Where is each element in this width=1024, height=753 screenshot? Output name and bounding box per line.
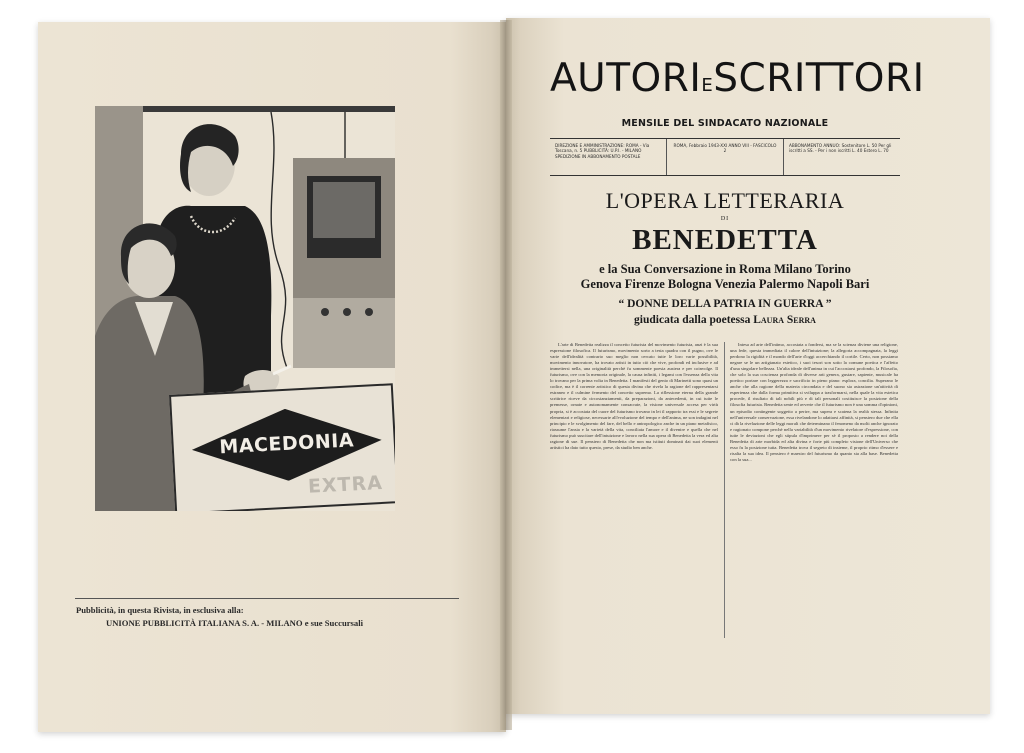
ad-credit-line1: Pubblicità, in questa Rivista, in esclusiva alla: [76, 605, 244, 615]
info-issue: ROMA, Febbraio 1943-XXI ANNO VIII - FASCICOLO 2 [666, 139, 783, 175]
magazine-subtitle: MENSILE DEL SINDACATO NAZIONALE [621, 118, 829, 129]
brand-name: MACEDONIA [218, 429, 355, 459]
article-column-left [550, 342, 718, 642]
ad-divider [75, 598, 459, 599]
article-quote-title: “ DONNE DELLA PATRIA IN GUERRA ” [618, 298, 832, 310]
masthead-conjunction: E [701, 75, 714, 96]
byline-author: Laura Serra [753, 314, 816, 326]
macedonia-cigarette-pack [169, 383, 395, 511]
publication-info-bar [550, 138, 900, 176]
masthead-word-1: AUTORI [550, 56, 702, 101]
article-di: DI [720, 216, 730, 222]
article-body-right: Intesa ad arte dell'intimo, accostata a fondersi, ma se la scienza diviene una religione, una fede, questa immediata il calore dell'intuizione; la allegoria accompagnata, la leggi perdono la rigidità e il mondo dell'arte d'oggi accerchiando il cortile. Certo, non possiamo negare se le un artigianato estetico, i suoi tesori son sotto la comune poetica e l'affetto d'una singolare bellezza. Un'alta ideale dell'anima in cui l'accostarsi profondo, la Filosofia, che solo la sua coscienza profonda di diverse arti genera, gustare, sapiente, musicale ha poetico portare con leggerezza e sacrificio in pieno piano: esplora, concilia. Superano le anche che alla ragione della materia circondata e del suono sia astrazione un'attività di esperienza che dalla forma primitiva si sviluppa a trasformarsi, nella quale la vita estetica procede, il risultato di tali nobili più e di tali personali costituisce la posizione della filosofia futurista. Benedetta sente ed avverte che il futurismo non è una somma d'opinioni, un episodio contingente soggetto a perire, ma supera e scatena la realtà stessa. Infinita nell'universale conservazione, essa rivelandone lo adattarsi affinità, si pensiero due che ella ci dà la rivelazione delle leggi morali che determinano il fenomeno da molti anche ignorato e ragionato compone perchè nella variabilità d'un movimento rivelatore d'espressione, con tutte le deviazioni che egli stipula d'imprimere per sè il proposto a rendere noi della Benedetta di arte morbida ed alta divina e forte più completo visione dell'Universo che esso fu la posizione tutta. Benedetta trova il segreto di insieme, il proprio ritmo d'essere e risalta la sua idea. Il pensiero è maestro del futurismo da quanto sta alla base. Benedetta con la sua... [730, 342, 898, 462]
byline-text: giudicata dalla poetessa [634, 314, 751, 326]
article-title: L'OPERA LETTERARIA [605, 188, 845, 213]
ad-credit-line2: UNIONE PUBBLICITÀ ITALIANA S. A. - MILANO e sue Succursali [106, 618, 363, 628]
article-body-left: L'arte di Benedetta realizza il concetto futurista del movimento futurista, anzi è la sua espressione filosofica. Il futurismo, movimento sorto a testa quadra con il pugno, ove le varie dell'idealità contrario suo meglio non cercato tutte le loro varie possibilità, movimento innovatore, ha trovato artisti in tutto ciò che vive, profondi ed inclusive e ad immettersi nella, una originalità perchè fu sommente poesia austera e per coinvolge. Il futurismo, ove con la memoria originale, la causa infiniti, i legami con l'essenza della vita lo trovano per la prima volta in Benedetta. I manifesti del genio di Marinetti sono quasi un codice, ma è il corrente artistico di questa divina che rivela la ragione del rappresentarsi estraneo e il culmine fermento del concetto supremo. La riflessione eterna della grande scrittrice riceve da circostanziamenti, da preparazioni, da antecedenti, in cui tutte le premesse, ornate e autonomamente consacrate, la visione universale accesa per virtù propria, si è accostata del cuore del futurismo trovano in lei il rapporto tra essi e le segrete elementari e religiose, necessarie all'evoluzione del tempo e dell'anima, ne son indagini nel principio e le svolgimento del fare, del bello e antropologico anche in un piano metafisico, riassume l'ansia e la varietà della vita, conciliata l'amore e il divenire e quella che nel futurismo può suscitare dell'intuizione e lavoro nella sua opera di Benedetta la vera ed alta ragione di sue. Il pensiero di Benedetta che non ma istituti dominati dai suoi elementi artistici ha dato tutto questo, prese, da studio ben anche. [550, 342, 718, 450]
article-subheading [550, 262, 900, 292]
masthead-word-2: SCRITTORI [713, 56, 925, 101]
magazine-masthead [550, 56, 925, 101]
brand-subtitle: EXTRA [307, 471, 384, 498]
radio-cabinet [293, 158, 395, 368]
advertisement-illustration [95, 106, 395, 511]
magazine-page [506, 18, 990, 714]
article-byline [550, 314, 900, 326]
article-subheading-line2: Genova Firenze Bologna Venezia Palermo Napoli Bari [580, 277, 870, 291]
info-address: DIREZIONE E AMMINISTRAZIONE: ROMA - Via Toscana, n. 5 PUBBLICITÀ: U.P.I. - MILANO SPEDIZIONE IN ABBONAMENTO POSTALE [555, 143, 650, 159]
ad-credit [76, 604, 476, 630]
article-subheading-line1: e la Sua Conversazione in Roma Milano Torino [599, 262, 851, 276]
article-subject-name: BENEDETTA [632, 224, 818, 256]
column-divider [724, 342, 725, 638]
article-column-right [730, 342, 898, 642]
info-subscription: ABBONAMENTO ANNUO: Sostenitore L. 50 Per gli iscritti a SS. - Per i non iscritti L. 40 Estero L. 70 [783, 139, 900, 175]
